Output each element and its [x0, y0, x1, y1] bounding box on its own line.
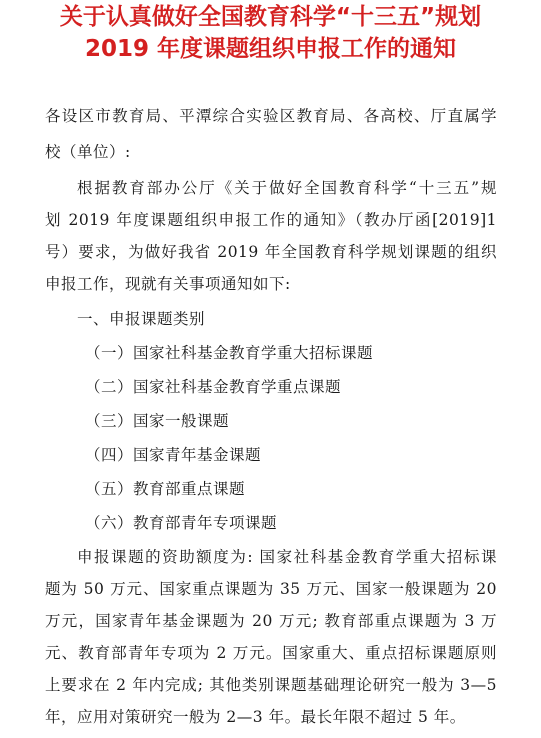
- category-item: （一）国家社科基金教育学重大招标课题: [85, 344, 374, 362]
- intro-line-2: 划 2019 年度课题组织申报工作的通知》（教办厅函[2019]1: [45, 211, 497, 229]
- category-item: （五）教育部重点课题: [85, 480, 246, 498]
- title-line-1: 关于认真做好全国教育科学“十三五”规划: [59, 4, 482, 30]
- funding-line-5: 上要求在 2 年内完成; 其他类别课题基础理论研究一般为 3—5: [45, 676, 497, 694]
- category-item: （二）国家社科基金教育学重点课题: [85, 378, 342, 396]
- funding-line-3: 万元，国家青年基金课题为 20 万元; 教育部重点课题为 3 万: [45, 612, 497, 630]
- intro-line-3: 号）要求，为做好我省 2019 年全国教育科学规划课题的组织: [45, 243, 497, 261]
- addressee-line-1: 各设区市教育局、平潭综合实验区教育局、各高校、厅直属学: [45, 107, 497, 125]
- intro-line-4: 申报工作，现就有关事项通知如下:: [45, 275, 291, 293]
- intro-line-1: 根据教育部办公厅《关于做好全国教育科学“十三五”规: [77, 179, 497, 197]
- funding-line-1: 申报课题的资助额度为: 国家社科基金教育学重大招标课: [77, 548, 497, 566]
- funding-line-4: 元、教育部青年专项为 2 万元。国家重大、重点招标课题原则: [45, 644, 497, 662]
- category-item: （六）教育部青年专项课题: [85, 514, 278, 532]
- category-item: （三）国家一般课题: [85, 412, 230, 430]
- funding-line-2: 题为 50 万元、国家重点课题为 35 万元、国家一般课题为 20: [45, 580, 497, 598]
- funding-line-6: 年，应用对策研究一般为 2—3 年。最长年限不超过 5 年。: [45, 708, 466, 726]
- addressee-line-2: 校（单位）:: [45, 143, 131, 161]
- title-line-2: 2019 年度课题组织申报工作的通知: [84, 36, 457, 62]
- category-item: （四）国家青年基金课题: [85, 446, 262, 464]
- section-heading-categories: 一、申报课题类别: [77, 310, 206, 328]
